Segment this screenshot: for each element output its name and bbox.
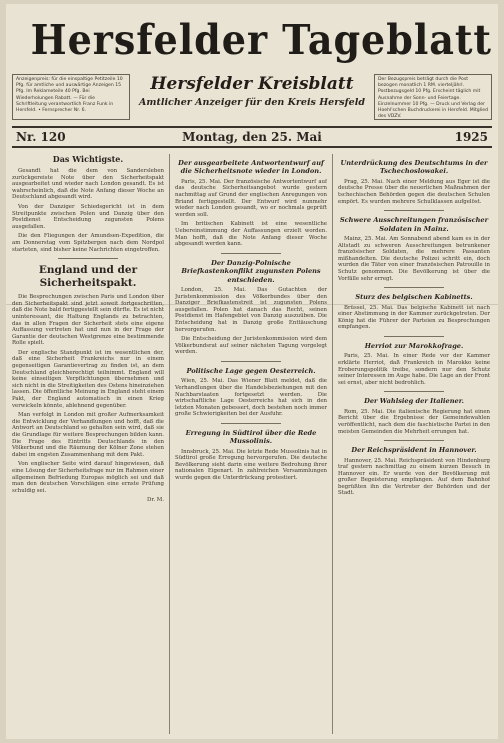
issue-number: Nr. 120 xyxy=(16,130,66,144)
article-paragraph: Die den Fliegungen der Amundsen-Expedition, die am Donnerstag vom Spitzbergen nach dem Nordpol starteten, sind bisher keine Nachrichten eingetroffen. xyxy=(12,233,164,253)
left-ear-box: Anzeigenpreis: für die einspaltige Petitzeile 10 Pfg. für amtliche und auswärtige Anzeigen 15 Pfg. Im Reklameteile 40 Pfg. Bei Wiederholungen Rabatt. — Für die Schriftleitung verantwortlich Franz Funk in Hersfeld. • Fernsprecher Nr. 6. xyxy=(12,74,130,120)
subtitle: Hersfelder Kreisblatt xyxy=(150,74,354,94)
right-ear-box: Der Bezugspreis beträgt durch die Post bezogen monatlich 1 RM. vierteljährl. Postbezugsgeld 10 Pfg. Erscheint täglich mit Ausnahme der Sonn- und Feiertage. Einzelnummer 10 Pfg. — Druck und Verlag der Hoehl'schen Buchdruckerei in Hersfeld. Mitglied des VDZV. xyxy=(374,74,492,120)
article-heading: Der ausgearbeitete Antwortentwurf auf die Sicherheitsnote wieder in London. xyxy=(178,159,324,176)
article-heading: Der Reichspräsident in Hannover. xyxy=(351,446,477,455)
article-heading: Sturz des belgischen Kabinetts. xyxy=(355,293,473,302)
column-rule xyxy=(169,154,170,734)
column-rule xyxy=(332,154,333,734)
article-heading: Herriot zur Marokkofrage. xyxy=(364,341,464,350)
article-paragraph: Wien, 25. Mai. Das Wiener Blatt meldet, daß die Verhandlungen über die Handelsbeziehungen mit den Nachbarstaaten fortgesetzt werden. Die wirtschaftliche Lage Oesterreichs hat sich in den letzten Monaten gebessert, doch bestehen noch immer große Schwierigkeiten bei der Ausfuhr. xyxy=(175,378,327,418)
issue-year: 1925 xyxy=(454,130,488,144)
article-paragraph: Innsbruck, 25. Mai. Die letzte Rede Mussolinis hat in Südtirol große Erregung hervorgerufen. Die deutsche Bevölkerung sieht darin eine weitere Bedrohung ihrer nationalen Eigenart. In zahlreichen Versammlungen wurde gegen die Unterdrückung protestiert. xyxy=(175,448,327,482)
article-paragraph: London, 25. Mai. Das Gutachten der Juristenkommission des Völkerbundes über den Danziger Briefkastenstreit ist zugunsten Polens ausgefallen. Polen hat danach das Recht, seinen Postdienst im Hafengebiet von Danzig auszuüben. Die Entscheidung hat in Danzig große Enttäuschung hervorgerufen. xyxy=(175,286,327,333)
article-paragraph: Von der Danziger Schiedsgericht ist in dem Streitpunkte zwischen Polen und Danzig über den Postdienst Entscheidung zugunsten Polens ausgefallen. xyxy=(12,203,164,230)
article-paragraph: Man verfolgt in London mit großer Aufmerksamkeit die Entwicklung der Verhandlungen und hofft, daß die Antwort an Deutschland so gehalten sein wird, daß sie die Grundlage für weitere Besprechungen bilden kann. Die Frage des Eintritts Deutschlands in den Völkerbund und die Räumung der Kölner Zone stehen dabei im engsten Zusammenhang mit dem Pakt. xyxy=(12,412,164,458)
article-paragraph: Gesandt hat die dem von Sandersleben zurückgereiste Note über den Sicherheitspakt ausgearbeitet und wieder nach London gesandt. Es ist wahrscheinlich, daß die Note Anfang dieser Woche an Deutschland abgesandt wird. xyxy=(12,168,164,201)
article-heading-highlights: Das Wichtigste. xyxy=(52,154,124,164)
separator xyxy=(384,391,444,392)
article-signature: Dr. M. xyxy=(147,497,164,504)
article-heading: Schwere Ausschreitungen französischer Soldaten in Mainz. xyxy=(339,216,489,233)
article-heading: Der Wahlsieg der Italiener. xyxy=(364,397,464,406)
newspaper-page xyxy=(6,4,498,739)
separator xyxy=(384,210,444,211)
separator xyxy=(384,287,444,288)
article-paragraph: Hannover, 25. Mai. Reichspräsident von Hindenburg traf gestern nachmittag zu einem kurzen Besuch in Hannover ein. Er wurde von der Bevölkerung mit großer Begeisterung empfangen. Auf dem Bahnhof begrüßten ihn die Vertreter der Behörden und der Stadt. xyxy=(338,457,490,497)
separator xyxy=(58,258,118,259)
column-1 xyxy=(12,154,164,734)
subtitle-official: Amtlicher Anzeiger für den Kreis Hersfeld xyxy=(139,97,365,108)
article-paragraph: Von englischer Seite wird darauf hingewiesen, daß eine Lösung der Sicherheitsfrage nur im Rahmen einer allgemeinen Befriedung Europas möglich sei und daß man den deutschen Vorschlägen eine ernste Prüfung schuldig sei. xyxy=(12,461,164,494)
article-paragraph: Die Entscheidung der Juristenkommission wird dem Völkerbundsrat auf seiner nächsten Tagung vorgelegt werden. xyxy=(175,336,327,356)
article-paragraph: Mainz, 25. Mai. Am Sonnabend abend kam es in der Altstadt zu schweren Ausschreitungen betrunkener französischer Soldaten, die mehrere Passanten mißhandelten. Die deutsche Polizei schritt ein, doch wurden die Täter von einer französischen Patrouille in Schutz genommen. Die Bevölkerung ist über die Vorfälle sehr erregt. xyxy=(338,236,490,282)
article-paragraph: Prag, 25. Mai. Nach einer Meldung aus Eger ist die deutsche Presse über die neuerlichen Maßnahmen der tschechischen Behörden gegen die deutschen Schulen empört. Es wurden mehrere Schulklassen aufgelöst. xyxy=(338,178,490,205)
article-heading: Der Danzig-Polnische Briefkastenkonflikt zugunsten Polens entschieden. xyxy=(181,258,321,284)
article-paragraph: Die Besprechungen zwischen Paris und London über den Sicherheitspakt sind jetzt soweit fortgeschritten, daß die Note bald fertiggestellt sein dürfte. Es ist nicht uninteressant, die Haltung Englands zu betrachten, das in allen Fragen der Sicherheit stets eine eigene Auffassung vertreten hat und nun in der Frage der Garantie der deutschen Westgrenze eine bestimmende Rolle spielt. xyxy=(12,294,164,347)
dateline xyxy=(12,126,492,148)
issue-date: Montag, den 25. Mai xyxy=(182,130,322,144)
article-heading: Politische Lage gegen Oesterreich. xyxy=(186,366,316,375)
article-paragraph: Der englische Standpunkt ist im wesentlichen der, daß eine Sicherheit Frankreichs nur in einem gegenseitigen Garantievertrag zu finden ist, an dem Deutschland gleichberechtigt teilnimmt. England will keine einseitigen Verpflichtungen übernehmen und sich nicht in die Streitigkeiten des Ostens hineinziehen lassen. Die öffentliche Meinung in England steht einem Pakt, der England automatisch in einen Krieg verwickeln könnte, ablehnend gegenüber. xyxy=(12,349,164,409)
article-paragraph: Brüssel, 25. Mai. Das belgische Kabinett ist nach einer Abstimmung in der Kammer zurückgetreten. Der König hat die Führer der Parteien zu Besprechungen empfangen. xyxy=(338,304,490,331)
column-2 xyxy=(175,154,327,734)
article-paragraph: Paris, 25. Mai. In einer Rede vor der Kammer erklärte Herriot, daß Frankreich in Marokko keine Eroberungspolitik treibe, sondern nur den Schutz seiner Interessen im Auge habe. Die Lage an der Front sei ernst, aber nicht bedrohlich. xyxy=(338,353,490,386)
separator xyxy=(384,336,444,337)
article-paragraph: Paris, 25. Mai. Der französische Antwortentwurf auf das deutsche Sicherheitsangebot wurde gestern nachmittag auf Grund der englischen Anregungen von Briand fertiggestellt. Der Entwurf wird nunmehr wieder nach London gesandt, wo er nochmals geprüft werden soll. xyxy=(175,178,327,218)
article-heading-england: England und der Sicherheitspakt. xyxy=(38,264,138,290)
article-heading: Erregung in Südtirol über die Rede Mussolinis. xyxy=(185,428,317,446)
separator xyxy=(221,361,281,362)
separator xyxy=(221,423,281,424)
separator xyxy=(221,253,281,254)
article-heading: Unterdrückung des Deutschtums in der Tschechoslowakei. xyxy=(340,159,488,176)
masthead-title: Hersfelder Tageblatt xyxy=(30,16,492,64)
separator xyxy=(384,440,444,441)
article-paragraph: Im britischen Kabinett ist eine wesentliche Uebereinstimmung der Auffassungen erzielt worden. Man hofft, daß die Note Anfang dieser Woche abgesandt werden kann. xyxy=(175,221,327,248)
article-paragraph: Rom, 25. Mai. Die italienische Regierung hat einen Bericht über die Ergebnisse der Gemeindewahlen veröffentlicht, nach dem die faschistische Partei in den meisten Gemeinden die Mehrheit errungen hat. xyxy=(338,408,490,435)
column-3 xyxy=(338,154,490,734)
